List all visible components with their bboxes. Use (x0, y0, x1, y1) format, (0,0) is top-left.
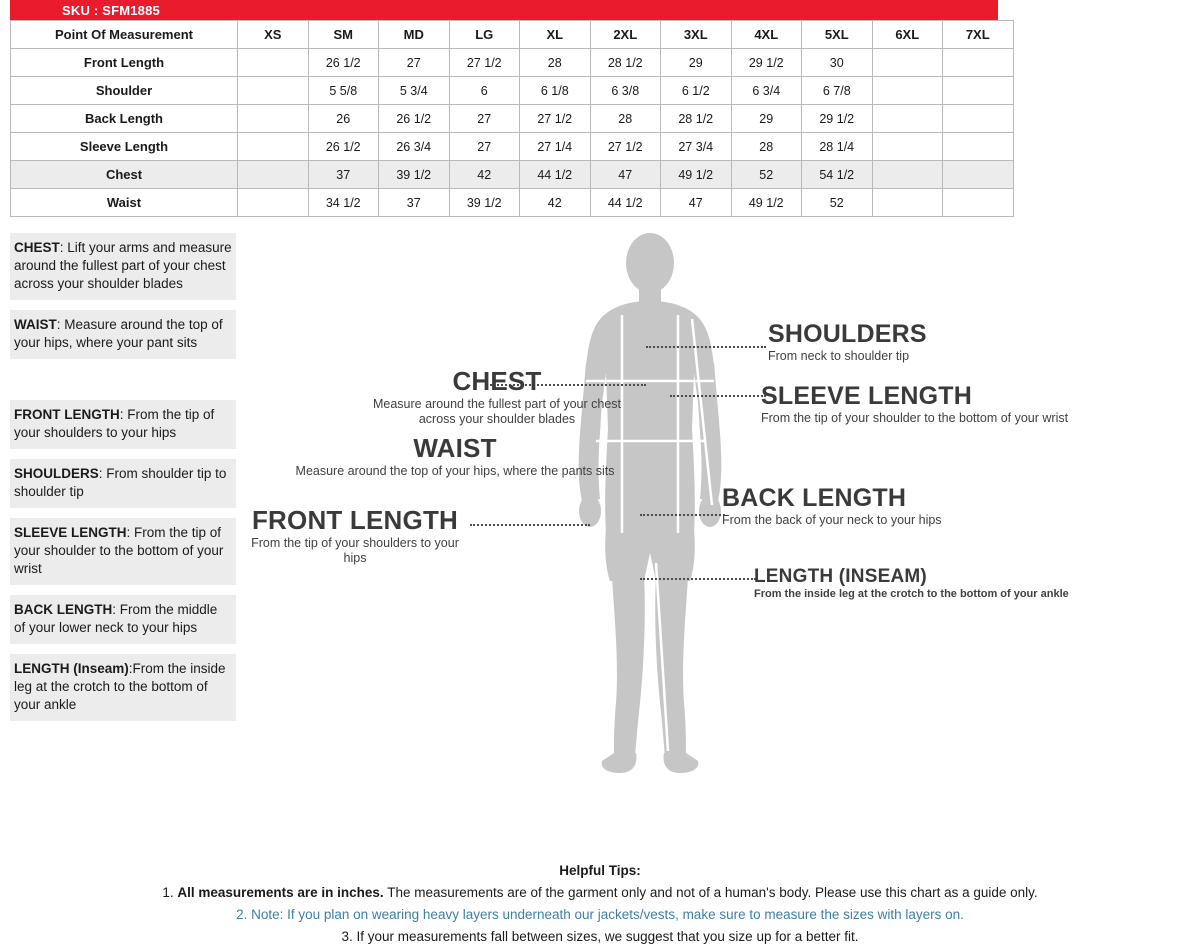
cell (872, 77, 943, 105)
column-header-5xl: 5XL (802, 21, 873, 49)
cell: 49 1/2 (731, 189, 802, 217)
cell: 27 1/2 (590, 133, 661, 161)
definition-separator: : (126, 525, 135, 540)
definition-separator: : (119, 407, 128, 422)
table-row (11, 161, 1014, 189)
helpful-tips-title: Helpful Tips: (559, 863, 641, 878)
cell: 52 (802, 189, 873, 217)
definition-term: LENGTH (Inseam) (14, 661, 129, 676)
cell: 42 (449, 161, 520, 189)
diagram-label-waist-title: WAIST (413, 433, 497, 463)
diagram-label-sleeve-length-desc: From the tip of your shoulder to the bottom of your wrist (761, 411, 1069, 425)
cell (943, 189, 1014, 217)
row-label-shoulder: Shoulder (11, 77, 238, 105)
table-row (11, 77, 1014, 105)
diagram-label-waist-desc: Measure around the top of your hips, where the pants sits (295, 464, 615, 478)
cell: 27 (449, 105, 520, 133)
cell: 37 (308, 161, 379, 189)
definition-shoulders (10, 459, 236, 508)
cell: 6 1/8 (520, 77, 591, 105)
cell: 54 1/2 (802, 161, 873, 189)
cell: 27 1/4 (520, 133, 591, 161)
diagram-label-inseam-desc: From the inside leg at the crotch to the bottom of your ankle (754, 588, 1069, 600)
helpful-tip-3: 3. If your measurements fall between sizes, we suggest that you size up for a better fit. (341, 929, 859, 944)
definition-text: Lift your arms and measure around the fullest part of your chest across your shoulder blades (14, 240, 232, 291)
definition-separator: : (59, 240, 68, 255)
column-header-7xl: 7XL (943, 21, 1014, 49)
leader-line-inseam (640, 578, 756, 580)
cell (238, 77, 309, 105)
diagram-label-front-length (240, 505, 470, 566)
cell (238, 161, 309, 189)
cell (238, 133, 309, 161)
row-label-sleeve-length: Sleeve Length (11, 133, 238, 161)
diagram-label-inseam (754, 566, 1084, 601)
table-row (11, 189, 1014, 217)
definition-term: SLEEVE LENGTH (14, 525, 127, 540)
diagram-label-sleeve-length (761, 382, 1111, 426)
cell: 28 (590, 105, 661, 133)
cell: 27 1/2 (520, 105, 591, 133)
diagram-label-back-length-desc: From the back of your neck to your hips (722, 513, 942, 527)
definition-separator: : (128, 661, 133, 676)
cell: 29 1/2 (802, 105, 873, 133)
cell: 28 1/4 (802, 133, 873, 161)
sku-label: SKU : SFM1885 (62, 2, 160, 18)
diagram-label-chest-title: CHEST (452, 366, 542, 396)
cell: 28 1/2 (590, 49, 661, 77)
diagram-label-shoulders (768, 320, 1098, 364)
cell (943, 49, 1014, 77)
cell: 34 1/2 (308, 189, 379, 217)
cell: 26 (308, 105, 379, 133)
table-row (11, 133, 1014, 161)
definition-back-length (10, 595, 236, 644)
definition-waist (10, 310, 236, 359)
definition-separator: : (112, 602, 120, 617)
cell (943, 133, 1014, 161)
cell: 27 3/4 (661, 133, 732, 161)
definition-term: BACK LENGTH (14, 602, 113, 617)
cell: 27 (449, 133, 520, 161)
cell: 6 (449, 77, 520, 105)
cell: 5 5/8 (308, 77, 379, 105)
measurement-diagram (240, 233, 1200, 793)
definition-text: From the middle of your lower neck to your hips (14, 602, 218, 635)
leader-line-sleeve (670, 395, 766, 397)
cell: 42 (520, 189, 591, 217)
diagram-label-shoulders-desc: From neck to shoulder tip (768, 349, 910, 363)
diagram-label-back-length (722, 484, 1052, 528)
tip-1-number: 1. (162, 885, 178, 900)
column-header-point-of-measurement: Point Of Measurement (11, 21, 238, 49)
leader-line-shoulders (646, 346, 766, 348)
definition-sleeve-length (10, 518, 236, 585)
definition-term: FRONT LENGTH (14, 407, 120, 422)
cell (943, 77, 1014, 105)
cell: 47 (590, 161, 661, 189)
column-header-lg: LG (449, 21, 520, 49)
cell (238, 189, 309, 217)
diagram-label-sleeve-length-title: SLEEVE LENGTH (761, 382, 972, 410)
table-row (11, 105, 1014, 133)
diagram-label-chest (372, 366, 622, 427)
cell: 44 1/2 (590, 189, 661, 217)
cell (943, 161, 1014, 189)
sku-header-bar (10, 0, 998, 20)
definition-text: From the inside leg at the crotch to the bottom of your ankle (14, 661, 226, 712)
cell: 26 1/2 (379, 105, 450, 133)
definition-separator: : (98, 466, 107, 481)
column-header-sm: SM (308, 21, 379, 49)
cell: 44 1/2 (520, 161, 591, 189)
cell (238, 105, 309, 133)
cell: 49 1/2 (661, 161, 732, 189)
table-header-row (11, 21, 1014, 49)
row-label-waist: Waist (11, 189, 238, 217)
cell: 26 1/2 (308, 133, 379, 161)
row-label-chest: Chest (11, 161, 238, 189)
cell: 6 1/2 (661, 77, 732, 105)
definition-text: From shoulder tip to shoulder tip (14, 466, 227, 499)
size-chart-table (10, 20, 1014, 217)
diagram-label-front-length-desc: From the tip of your shoulders to your hips (251, 536, 459, 565)
column-header-4xl: 4XL (731, 21, 802, 49)
cell (872, 189, 943, 217)
definition-term: CHEST (14, 240, 60, 255)
diagram-label-chest-desc: Measure around the fullest part of your chest across your shoulder blades (372, 397, 622, 426)
cell: 26 3/4 (379, 133, 450, 161)
cell (872, 49, 943, 77)
cell: 26 1/2 (308, 49, 379, 77)
column-header-md: MD (379, 21, 450, 49)
definition-term: WAIST (14, 317, 57, 332)
cell: 27 1/2 (449, 49, 520, 77)
row-label-back-length: Back Length (11, 105, 238, 133)
cell: 29 (731, 105, 802, 133)
definition-chest (10, 233, 236, 300)
leader-line-front-length (470, 524, 590, 526)
cell: 39 1/2 (379, 161, 450, 189)
measurement-definitions (10, 233, 236, 731)
helpful-tips (0, 860, 1200, 948)
definition-text: From the tip of your shoulder to the bottom of your wrist (14, 525, 224, 576)
definition-inseam (10, 654, 236, 721)
cell: 6 3/4 (731, 77, 802, 105)
cell: 27 (379, 49, 450, 77)
cell: 29 1/2 (731, 49, 802, 77)
diagram-label-waist (295, 433, 615, 479)
definition-front-length (10, 400, 236, 449)
cell (943, 105, 1014, 133)
definition-text: Measure around the top of your hips, where your pant sits (14, 317, 223, 350)
cell: 30 (802, 49, 873, 77)
diagram-label-front-length-title: FRONT LENGTH (251, 505, 459, 535)
cell (238, 49, 309, 77)
cell: 47 (661, 189, 732, 217)
cell (872, 105, 943, 133)
definition-separator: : (56, 317, 65, 332)
diagram-label-shoulders-title: SHOULDERS (768, 320, 927, 348)
tip-1-bold: All measurements are in inches. (177, 885, 384, 900)
definition-term: SHOULDERS (14, 466, 99, 481)
cell: 39 1/2 (449, 189, 520, 217)
table-row (11, 49, 1014, 77)
cell: 6 3/8 (590, 77, 661, 105)
helpful-tip-1 (0, 882, 1200, 904)
leader-line-back-length (640, 514, 725, 516)
cell: 28 (731, 133, 802, 161)
column-header-xs: XS (238, 21, 309, 49)
cell: 52 (731, 161, 802, 189)
cell: 29 (661, 49, 732, 77)
column-header-xl: XL (520, 21, 591, 49)
cell: 6 7/8 (802, 77, 873, 105)
helpful-tip-2: 2. Note: If you plan on wearing heavy layers underneath our jackets/vests, make sure to measure the sizes with layers on. (236, 907, 964, 922)
cell: 37 (379, 189, 450, 217)
diagram-label-back-length-title: BACK LENGTH (722, 484, 907, 512)
cell: 5 3/4 (379, 77, 450, 105)
cell (872, 133, 943, 161)
row-label-front-length: Front Length (11, 49, 238, 77)
cell (872, 161, 943, 189)
column-header-6xl: 6XL (872, 21, 943, 49)
diagram-label-inseam-title: LENGTH (INSEAM) (754, 566, 927, 587)
cell: 28 1/2 (661, 105, 732, 133)
column-header-3xl: 3XL (661, 21, 732, 49)
cell: 28 (520, 49, 591, 77)
column-header-2xl: 2XL (590, 21, 661, 49)
definition-text: From the tip of your shoulders to your hips (14, 407, 215, 440)
tip-1-text: The measurements are of the garment only and not of a human's body. Please use this chart as a guide only. (383, 885, 1038, 900)
